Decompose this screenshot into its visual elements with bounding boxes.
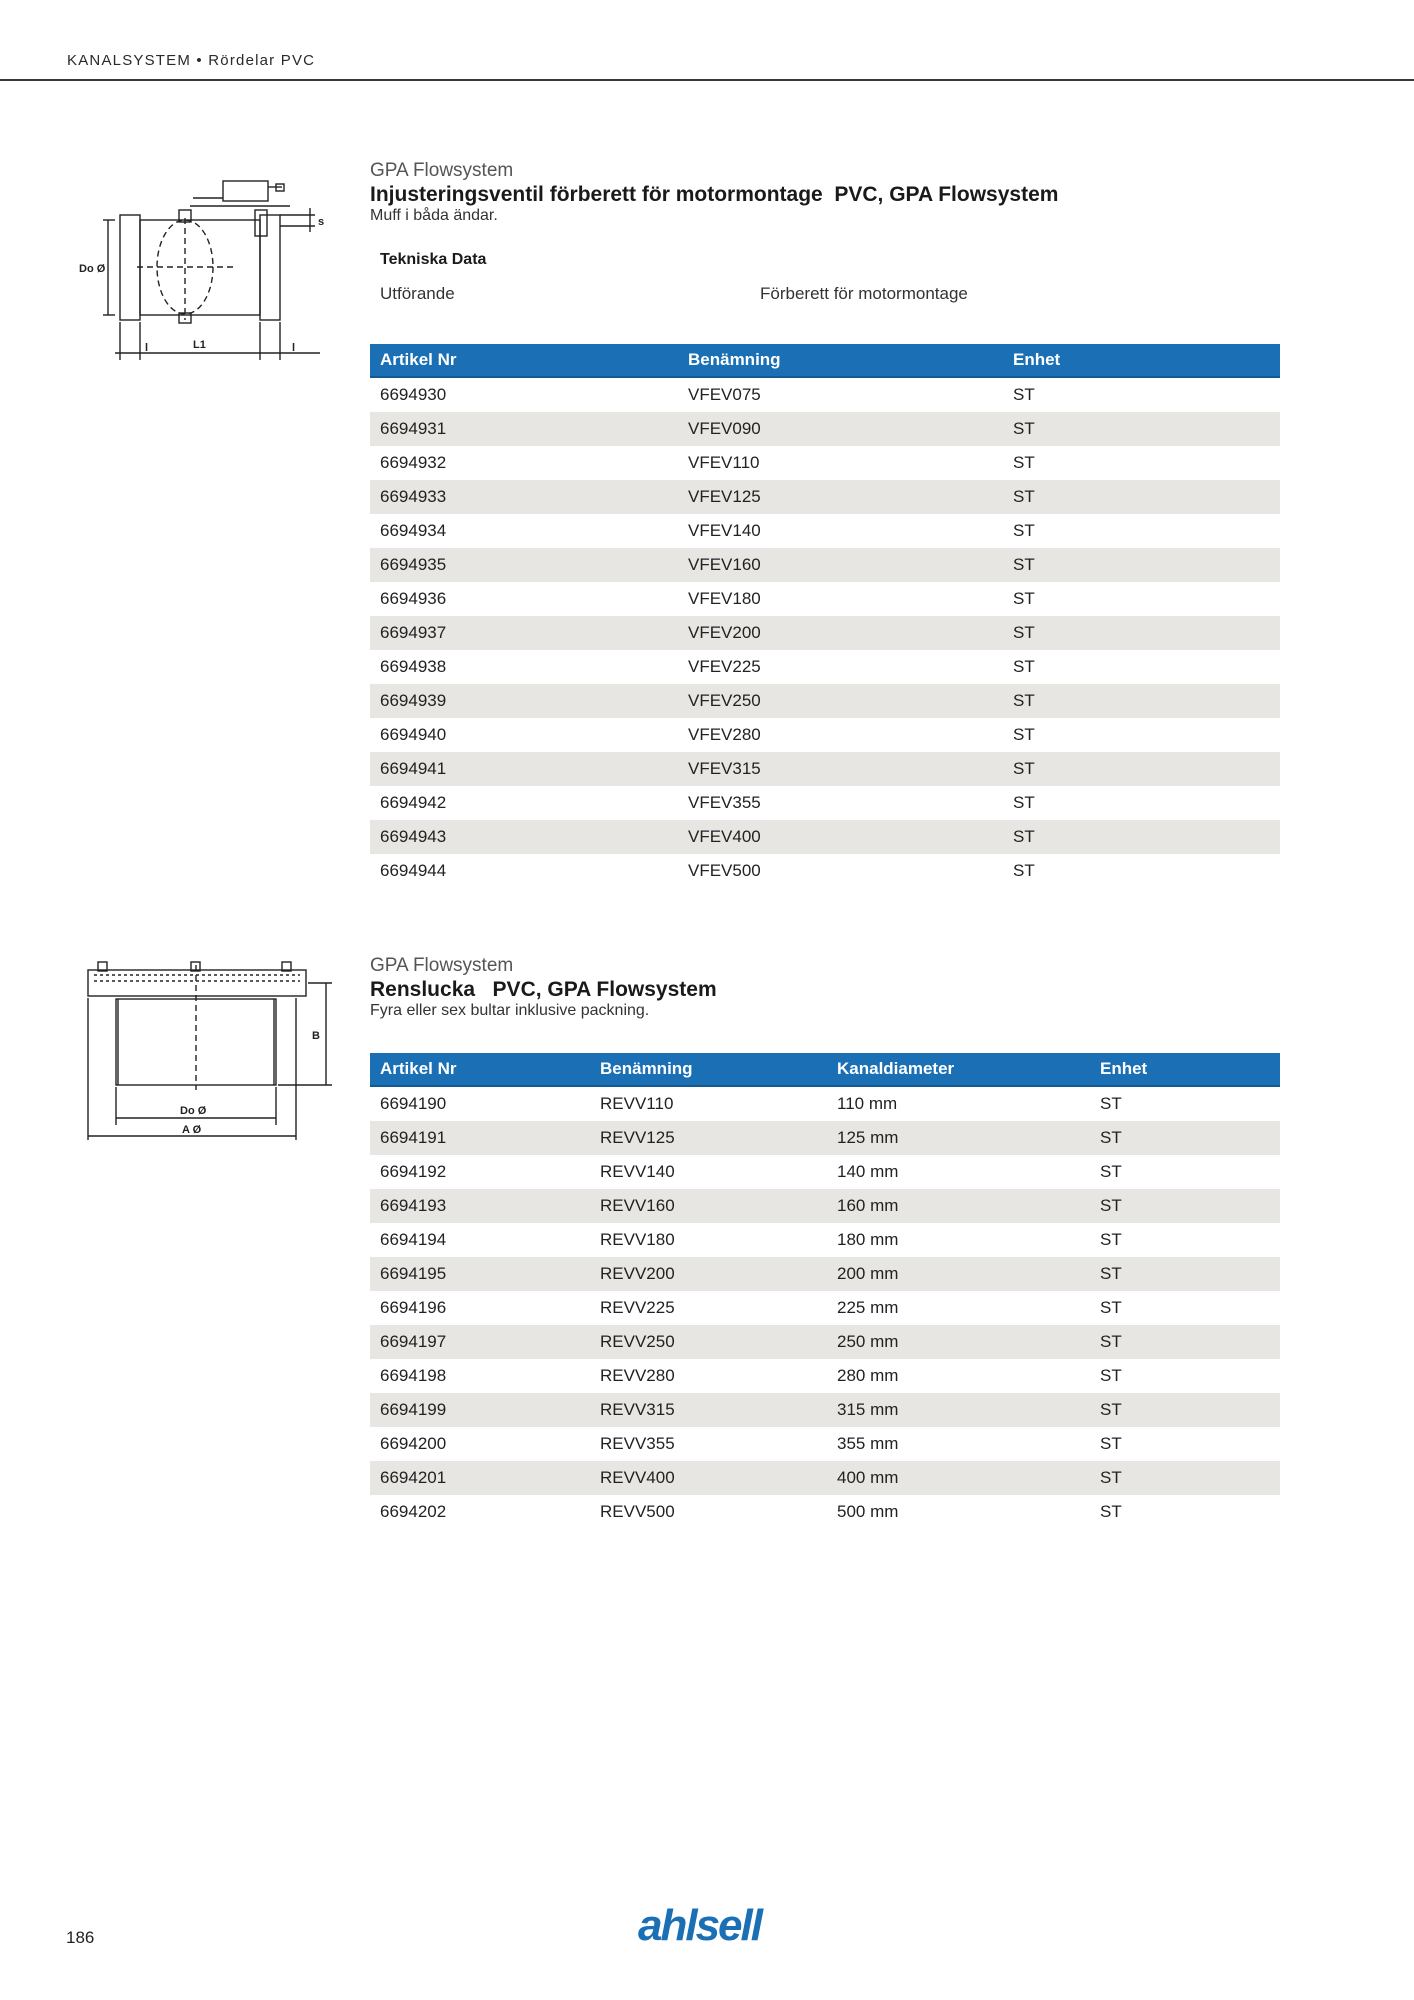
drawing-label-l-left: l xyxy=(145,342,149,354)
table-row xyxy=(370,548,1280,582)
cell-benamning: VFEV125 xyxy=(688,487,761,506)
cell-benamning: REVV180 xyxy=(600,1230,675,1249)
cell-enhet: ST xyxy=(1100,1128,1122,1147)
cell-enhet: ST xyxy=(1013,725,1035,744)
cell-artikel-nr: 6694939 xyxy=(380,691,447,710)
cell-benamning: VFEV315 xyxy=(688,759,761,778)
cell-kanaldiameter: 110 mm xyxy=(837,1094,898,1113)
product1-title: Injusteringsventil förberett för motormontage PVC, GPA Flowsystem xyxy=(370,183,1059,206)
column-header-benamning: Benämning xyxy=(600,1059,693,1078)
table-row xyxy=(370,514,1280,548)
cell-benamning: VFEV355 xyxy=(688,793,761,812)
cell-enhet: ST xyxy=(1100,1196,1122,1215)
cell-kanaldiameter: 315 mm xyxy=(837,1400,899,1419)
cell-enhet: ST xyxy=(1013,589,1035,608)
table-row xyxy=(370,1087,1280,1121)
cell-kanaldiameter: 160 mm xyxy=(837,1196,899,1215)
cell-artikel-nr: 6694943 xyxy=(380,827,447,846)
cell-benamning: REVV400 xyxy=(600,1468,675,1487)
product2-title: Renslucka PVC, GPA Flowsystem xyxy=(370,978,717,1001)
cell-enhet: ST xyxy=(1100,1502,1122,1521)
page-header xyxy=(0,0,1414,81)
cell-artikel-nr: 6694202 xyxy=(380,1502,447,1521)
table-row xyxy=(370,1189,1280,1223)
table-row xyxy=(370,582,1280,616)
drawing-label-l-right: l xyxy=(292,342,296,354)
table-row xyxy=(370,684,1280,718)
table-header xyxy=(370,1053,1280,1087)
product1-description: Muff i båda ändar. xyxy=(370,207,498,224)
product1-table xyxy=(370,344,1280,888)
cell-artikel-nr: 6694937 xyxy=(380,623,447,642)
cell-enhet: ST xyxy=(1013,521,1035,540)
drawing-label-a: A Ø xyxy=(182,1124,202,1136)
cell-artikel-nr: 6694940 xyxy=(380,725,447,744)
drawing-label-do: Do Ø xyxy=(79,263,106,275)
cell-benamning: REVV200 xyxy=(600,1264,675,1283)
cell-artikel-nr: 6694930 xyxy=(380,385,447,404)
cell-kanaldiameter: 500 mm xyxy=(837,1502,899,1521)
cell-benamning: VFEV140 xyxy=(688,521,761,540)
cell-enhet: ST xyxy=(1100,1264,1122,1283)
cell-kanaldiameter: 180 mm xyxy=(837,1230,899,1249)
table-row xyxy=(370,1359,1280,1393)
cell-artikel-nr: 6694194 xyxy=(380,1230,447,1249)
drawing-label-do: Do Ø xyxy=(180,1105,207,1117)
table-row xyxy=(370,854,1280,888)
cell-kanaldiameter: 225 mm xyxy=(837,1298,899,1317)
cell-artikel-nr: 6694191 xyxy=(380,1128,447,1147)
cell-enhet: ST xyxy=(1100,1230,1122,1249)
cell-enhet: ST xyxy=(1100,1332,1122,1351)
cell-artikel-nr: 6694933 xyxy=(380,487,447,506)
cell-benamning: VFEV400 xyxy=(688,827,761,846)
cell-artikel-nr: 6694190 xyxy=(380,1094,447,1113)
cell-enhet: ST xyxy=(1013,487,1035,506)
table-row xyxy=(370,718,1280,752)
table-row xyxy=(370,786,1280,820)
table-row xyxy=(370,1325,1280,1359)
cell-enhet: ST xyxy=(1100,1366,1122,1385)
cell-enhet: ST xyxy=(1100,1094,1122,1113)
cell-enhet: ST xyxy=(1013,623,1035,642)
table-row xyxy=(370,1223,1280,1257)
cell-benamning: REVV125 xyxy=(600,1128,675,1147)
cell-benamning: VFEV160 xyxy=(688,555,761,574)
table-header xyxy=(370,344,1280,378)
product2-subtitle: GPA Flowsystem xyxy=(370,955,514,976)
column-header-kanaldiameter: Kanaldiameter xyxy=(837,1059,955,1078)
cell-enhet: ST xyxy=(1013,759,1035,778)
cell-benamning: REVV500 xyxy=(600,1502,675,1521)
cell-artikel-nr: 6694201 xyxy=(380,1468,447,1487)
cell-artikel-nr: 6694944 xyxy=(380,861,447,880)
page-number: 186 xyxy=(66,1928,95,1947)
inspection-cover-technical-drawing xyxy=(80,955,340,1145)
column-header-artikel: Artikel Nr xyxy=(380,1059,457,1078)
cell-artikel-nr: 6694195 xyxy=(380,1264,447,1283)
product1-subtitle: GPA Flowsystem xyxy=(370,160,514,181)
table-row xyxy=(370,1393,1280,1427)
tech-data-label: Utförande xyxy=(380,284,455,303)
table-row xyxy=(370,1495,1280,1529)
cell-artikel-nr: 6694936 xyxy=(380,589,447,608)
cell-benamning: VFEV250 xyxy=(688,691,761,710)
cell-benamning: REVV315 xyxy=(600,1400,675,1419)
cell-benamning: REVV250 xyxy=(600,1332,675,1351)
cell-artikel-nr: 6694938 xyxy=(380,657,447,676)
cell-kanaldiameter: 250 mm xyxy=(837,1332,899,1351)
column-header-enhet: Enhet xyxy=(1100,1059,1148,1078)
cell-enhet: ST xyxy=(1100,1434,1122,1453)
cell-enhet: ST xyxy=(1013,793,1035,812)
cell-enhet: ST xyxy=(1013,453,1035,472)
cell-artikel-nr: 6694942 xyxy=(380,793,447,812)
cell-enhet: ST xyxy=(1013,691,1035,710)
cell-artikel-nr: 6694934 xyxy=(380,521,447,540)
table-row xyxy=(370,1427,1280,1461)
table-row xyxy=(370,1291,1280,1325)
table-row xyxy=(370,650,1280,684)
table-row xyxy=(370,412,1280,446)
column-header-benamning: Benämning xyxy=(688,350,781,369)
cell-kanaldiameter: 200 mm xyxy=(837,1264,899,1283)
cell-kanaldiameter: 140 mm xyxy=(837,1162,899,1181)
cell-artikel-nr: 6694932 xyxy=(380,453,447,472)
drawing-label-l1: L1 xyxy=(193,339,206,351)
ahlsell-logo xyxy=(634,1900,784,1952)
cell-benamning: VFEV090 xyxy=(688,419,761,438)
cell-benamning: REVV355 xyxy=(600,1434,675,1453)
cell-enhet: ST xyxy=(1100,1400,1122,1419)
product2-description: Fyra eller sex bultar inklusive packning. xyxy=(370,1002,650,1019)
cell-enhet: ST xyxy=(1013,385,1035,404)
cell-benamning: REVV110 xyxy=(600,1094,674,1113)
cell-benamning: REVV160 xyxy=(600,1196,675,1215)
cell-artikel-nr: 6694192 xyxy=(380,1162,447,1181)
cell-benamning: VFEV500 xyxy=(688,861,761,880)
cell-kanaldiameter: 280 mm xyxy=(837,1366,899,1385)
cell-benamning: VFEV280 xyxy=(688,725,761,744)
cell-enhet: ST xyxy=(1013,861,1035,880)
valve-technical-drawing xyxy=(75,170,335,365)
table-row xyxy=(370,480,1280,514)
cell-benamning: VFEV075 xyxy=(688,385,761,404)
cell-kanaldiameter: 355 mm xyxy=(837,1434,899,1453)
table-row xyxy=(370,1461,1280,1495)
drawing-label-b: B xyxy=(312,1030,320,1042)
cell-benamning: REVV280 xyxy=(600,1366,675,1385)
cell-kanaldiameter: 400 mm xyxy=(837,1468,899,1487)
table-row xyxy=(370,1155,1280,1189)
table-row xyxy=(370,1257,1280,1291)
header-breadcrumb: KANALSYSTEM • Rördelar PVC xyxy=(67,52,316,69)
cell-benamning: VFEV225 xyxy=(688,657,761,676)
cell-benamning: VFEV200 xyxy=(688,623,761,642)
cell-benamning: VFEV110 xyxy=(688,453,760,472)
table-row xyxy=(370,820,1280,854)
table-row xyxy=(370,616,1280,650)
cell-artikel-nr: 6694198 xyxy=(380,1366,447,1385)
cell-artikel-nr: 6694941 xyxy=(380,759,447,778)
cell-benamning: REVV140 xyxy=(600,1162,675,1181)
table-row xyxy=(370,446,1280,480)
cell-enhet: ST xyxy=(1013,419,1035,438)
product2-table xyxy=(370,1053,1280,1529)
cell-enhet: ST xyxy=(1100,1468,1122,1487)
cell-artikel-nr: 6694931 xyxy=(380,419,447,438)
cell-enhet: ST xyxy=(1100,1298,1122,1317)
cell-enhet: ST xyxy=(1100,1162,1122,1181)
cell-artikel-nr: 6694197 xyxy=(380,1332,447,1351)
tech-data-value: Förberett för motormontage xyxy=(760,284,968,303)
cell-artikel-nr: 6694935 xyxy=(380,555,447,574)
cell-artikel-nr: 6694196 xyxy=(380,1298,447,1317)
cell-enhet: ST xyxy=(1013,555,1035,574)
cell-benamning: REVV225 xyxy=(600,1298,675,1317)
ahlsell-logo-text: ahlsell xyxy=(638,1901,761,1950)
cell-artikel-nr: 6694199 xyxy=(380,1400,447,1419)
cell-artikel-nr: 6694193 xyxy=(380,1196,447,1215)
cell-enhet: ST xyxy=(1013,657,1035,676)
cell-artikel-nr: 6694200 xyxy=(380,1434,447,1453)
cell-kanaldiameter: 125 mm xyxy=(837,1128,899,1147)
table-row xyxy=(370,1121,1280,1155)
table-row xyxy=(370,752,1280,786)
column-header-enhet: Enhet xyxy=(1013,350,1061,369)
cell-enhet: ST xyxy=(1013,827,1035,846)
cell-benamning: VFEV180 xyxy=(688,589,761,608)
tech-data-heading: Tekniska Data xyxy=(380,251,487,268)
drawing-label-s: s xyxy=(318,216,325,228)
column-header-artikel: Artikel Nr xyxy=(380,350,457,369)
table-row xyxy=(370,378,1280,412)
